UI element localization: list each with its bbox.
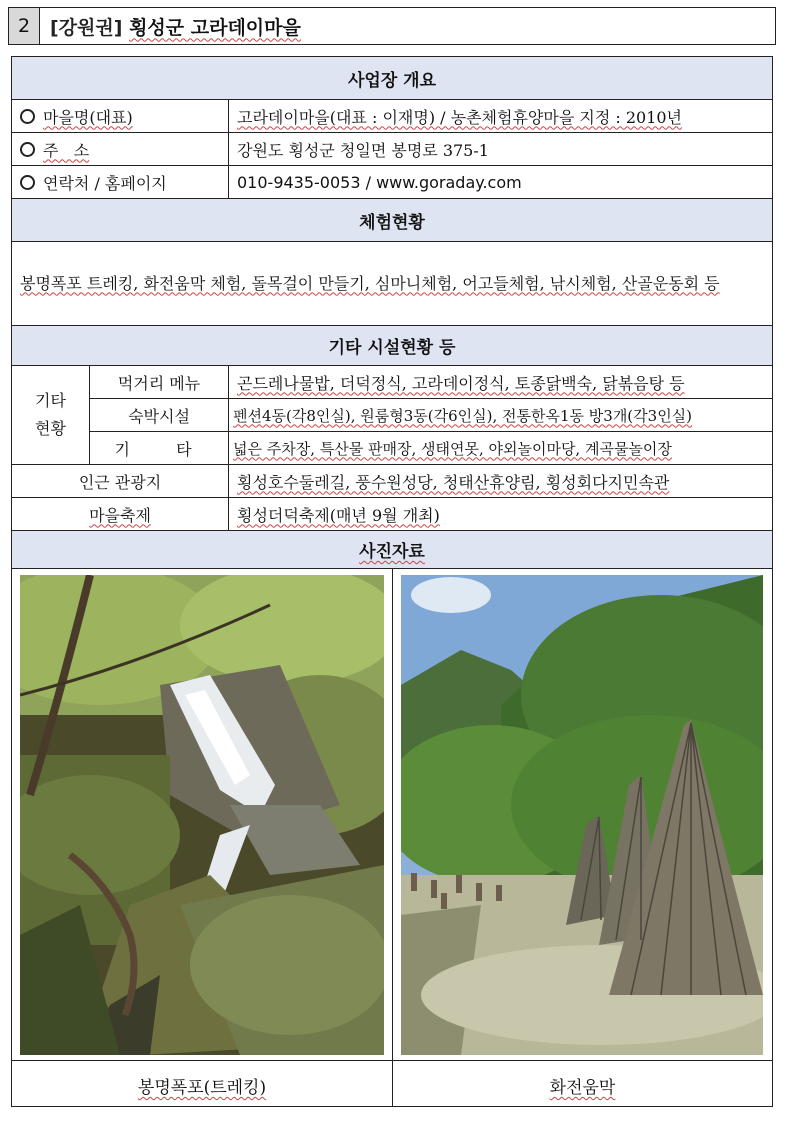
experience-text: 봉명폭포 트레킹, 화전움막 체험, 돌목걸이 만들기, 심마니체험, 어고들체험, 낚시체험, 산골운동회 등 [12, 242, 773, 326]
nearby-value: 횡성호수둘레길, 풍수원성당, 청태산휴양림, 횡성회다지민속관 [229, 465, 773, 498]
photos-row [12, 569, 773, 1061]
experience-header: 체험현황 [12, 199, 773, 242]
festival-label: 마을축제 [12, 498, 229, 531]
overview-row-label: 주 소 [12, 133, 229, 166]
overview-row-value: 010-9435-0053 / www.goraday.com [229, 166, 773, 199]
waterfall-photo [20, 575, 384, 1055]
village-name: 횡성군 고라데이마을 [129, 16, 301, 39]
nearby-label: 인근 관광지 [12, 465, 229, 498]
facility-label: 기 타 [90, 432, 229, 465]
facilities-group-label: 기타 현황 [12, 366, 90, 465]
facility-value: 펜션4동(각8인실), 원룸형3동(각6인실), 전통한옥1동 방3개(각3인실) [229, 399, 773, 432]
overview-row-value: 고라데이마을(대표 : 이재명) / 농촌체험휴양마을 지정 : 2010년 [229, 100, 773, 133]
photo-caption: 화전움막 [549, 1078, 616, 1098]
facility-label: 먹거리 메뉴 [90, 366, 229, 399]
facility-label: 숙박시설 [90, 399, 229, 432]
festival-value: 횡성더덕축제(매년 9월 개최) [229, 498, 773, 531]
overview-row-value: 강원도 횡성군 청일면 봉명로 375-1 [229, 133, 773, 166]
circle-bullet-icon [20, 175, 35, 190]
overview-row-label: 마을명(대표) [12, 100, 229, 133]
info-table [11, 56, 773, 1107]
facility-value: 곤드레나물밥, 더덕정식, 고라데이정식, 토종닭백숙, 닭볶음탕 등 [229, 366, 773, 399]
page-title-box [8, 7, 776, 45]
circle-bullet-icon [20, 142, 35, 157]
section-number: 2 [9, 8, 40, 44]
circle-bullet-icon [20, 109, 35, 124]
page-title [40, 13, 301, 40]
facility-value: 넓은 주차장, 특산물 판매장, 생태연못, 야외놀이마당, 계곡물놀이장 [229, 432, 773, 465]
overview-row-label: 연락처 / 홈페이지 [12, 166, 229, 199]
photo-caption: 봉명폭포(트레킹) [137, 1078, 267, 1098]
region-label: [강원권] [50, 16, 123, 39]
facilities-header: 기타 시설현황 등 [12, 326, 773, 366]
overview-header: 사업장 개요 [12, 57, 773, 100]
caption-row [12, 1061, 773, 1107]
teepee-huts-photo [401, 575, 763, 1055]
photos-header: 사진자료 [12, 531, 773, 569]
